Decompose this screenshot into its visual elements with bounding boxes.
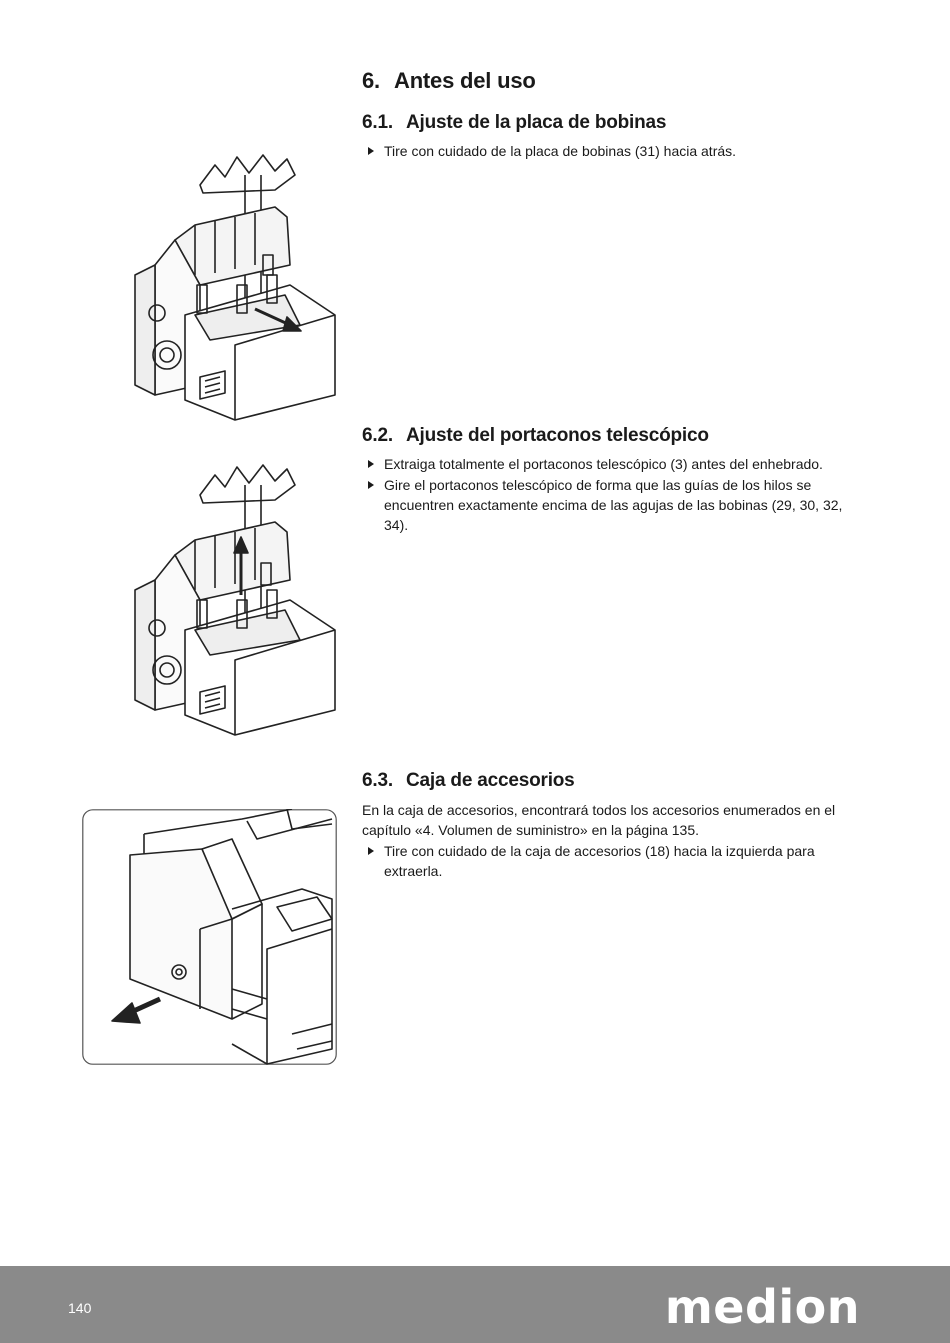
- bullet-triangle-icon: [368, 147, 374, 155]
- subsection-heading-6-2: [362, 425, 709, 447]
- brand-logo: medion: [664, 1280, 860, 1334]
- bullet-triangle-icon: [368, 481, 374, 489]
- accessory-box-illustration: [82, 809, 337, 1065]
- overlocker-spool-plate-illustration: [125, 145, 350, 425]
- subsection-title: Ajuste de la placa de bobinas: [406, 112, 667, 133]
- subsection-title: Ajuste del portaconos telescópico: [406, 425, 709, 446]
- steps-6-1: [362, 141, 862, 162]
- subsection-number: 6.1.: [362, 112, 393, 133]
- steps-6-3: [362, 841, 862, 882]
- subsection-number: 6.2.: [362, 425, 393, 446]
- bullet-triangle-icon: [368, 847, 374, 855]
- list-item: Tire con cuidado de la placa de bobinas (31) hacia atrás.: [362, 141, 862, 161]
- subsection-title: Caja de accesorios: [406, 770, 575, 791]
- section-title: Antes del uso: [394, 68, 536, 93]
- subsection-number: 6.3.: [362, 770, 393, 791]
- accessory-box-intro: En la caja de accesorios, encontrará todos los accesorios enumerados en el capítulo «4. Volumen de suministro» en la página 135.: [362, 802, 836, 838]
- list-item: Extraiga totalmente el portaconos telescópico (3) antes del enhebrado.: [362, 454, 862, 474]
- subsection-heading-6-1: [362, 112, 666, 134]
- page-number: 140: [68, 1300, 92, 1316]
- section-heading: [362, 68, 536, 94]
- bullet-triangle-icon: [368, 460, 374, 468]
- footer-bar: [0, 1266, 950, 1343]
- subsection-heading-6-3: [362, 770, 575, 792]
- list-item: Tire con cuidado de la caja de accesorios (18) hacia la izquierda para extraerla.: [362, 841, 862, 881]
- steps-6-2: [362, 454, 862, 536]
- overlocker-telescopic-holder-illustration: [125, 455, 350, 745]
- section-number: 6.: [362, 68, 380, 93]
- list-item: Gire el portaconos telescópico de forma que las guías de los hilos se encuentren exactamente encima de las agujas de las bobinas (29, 30, 32, 34).: [362, 475, 862, 535]
